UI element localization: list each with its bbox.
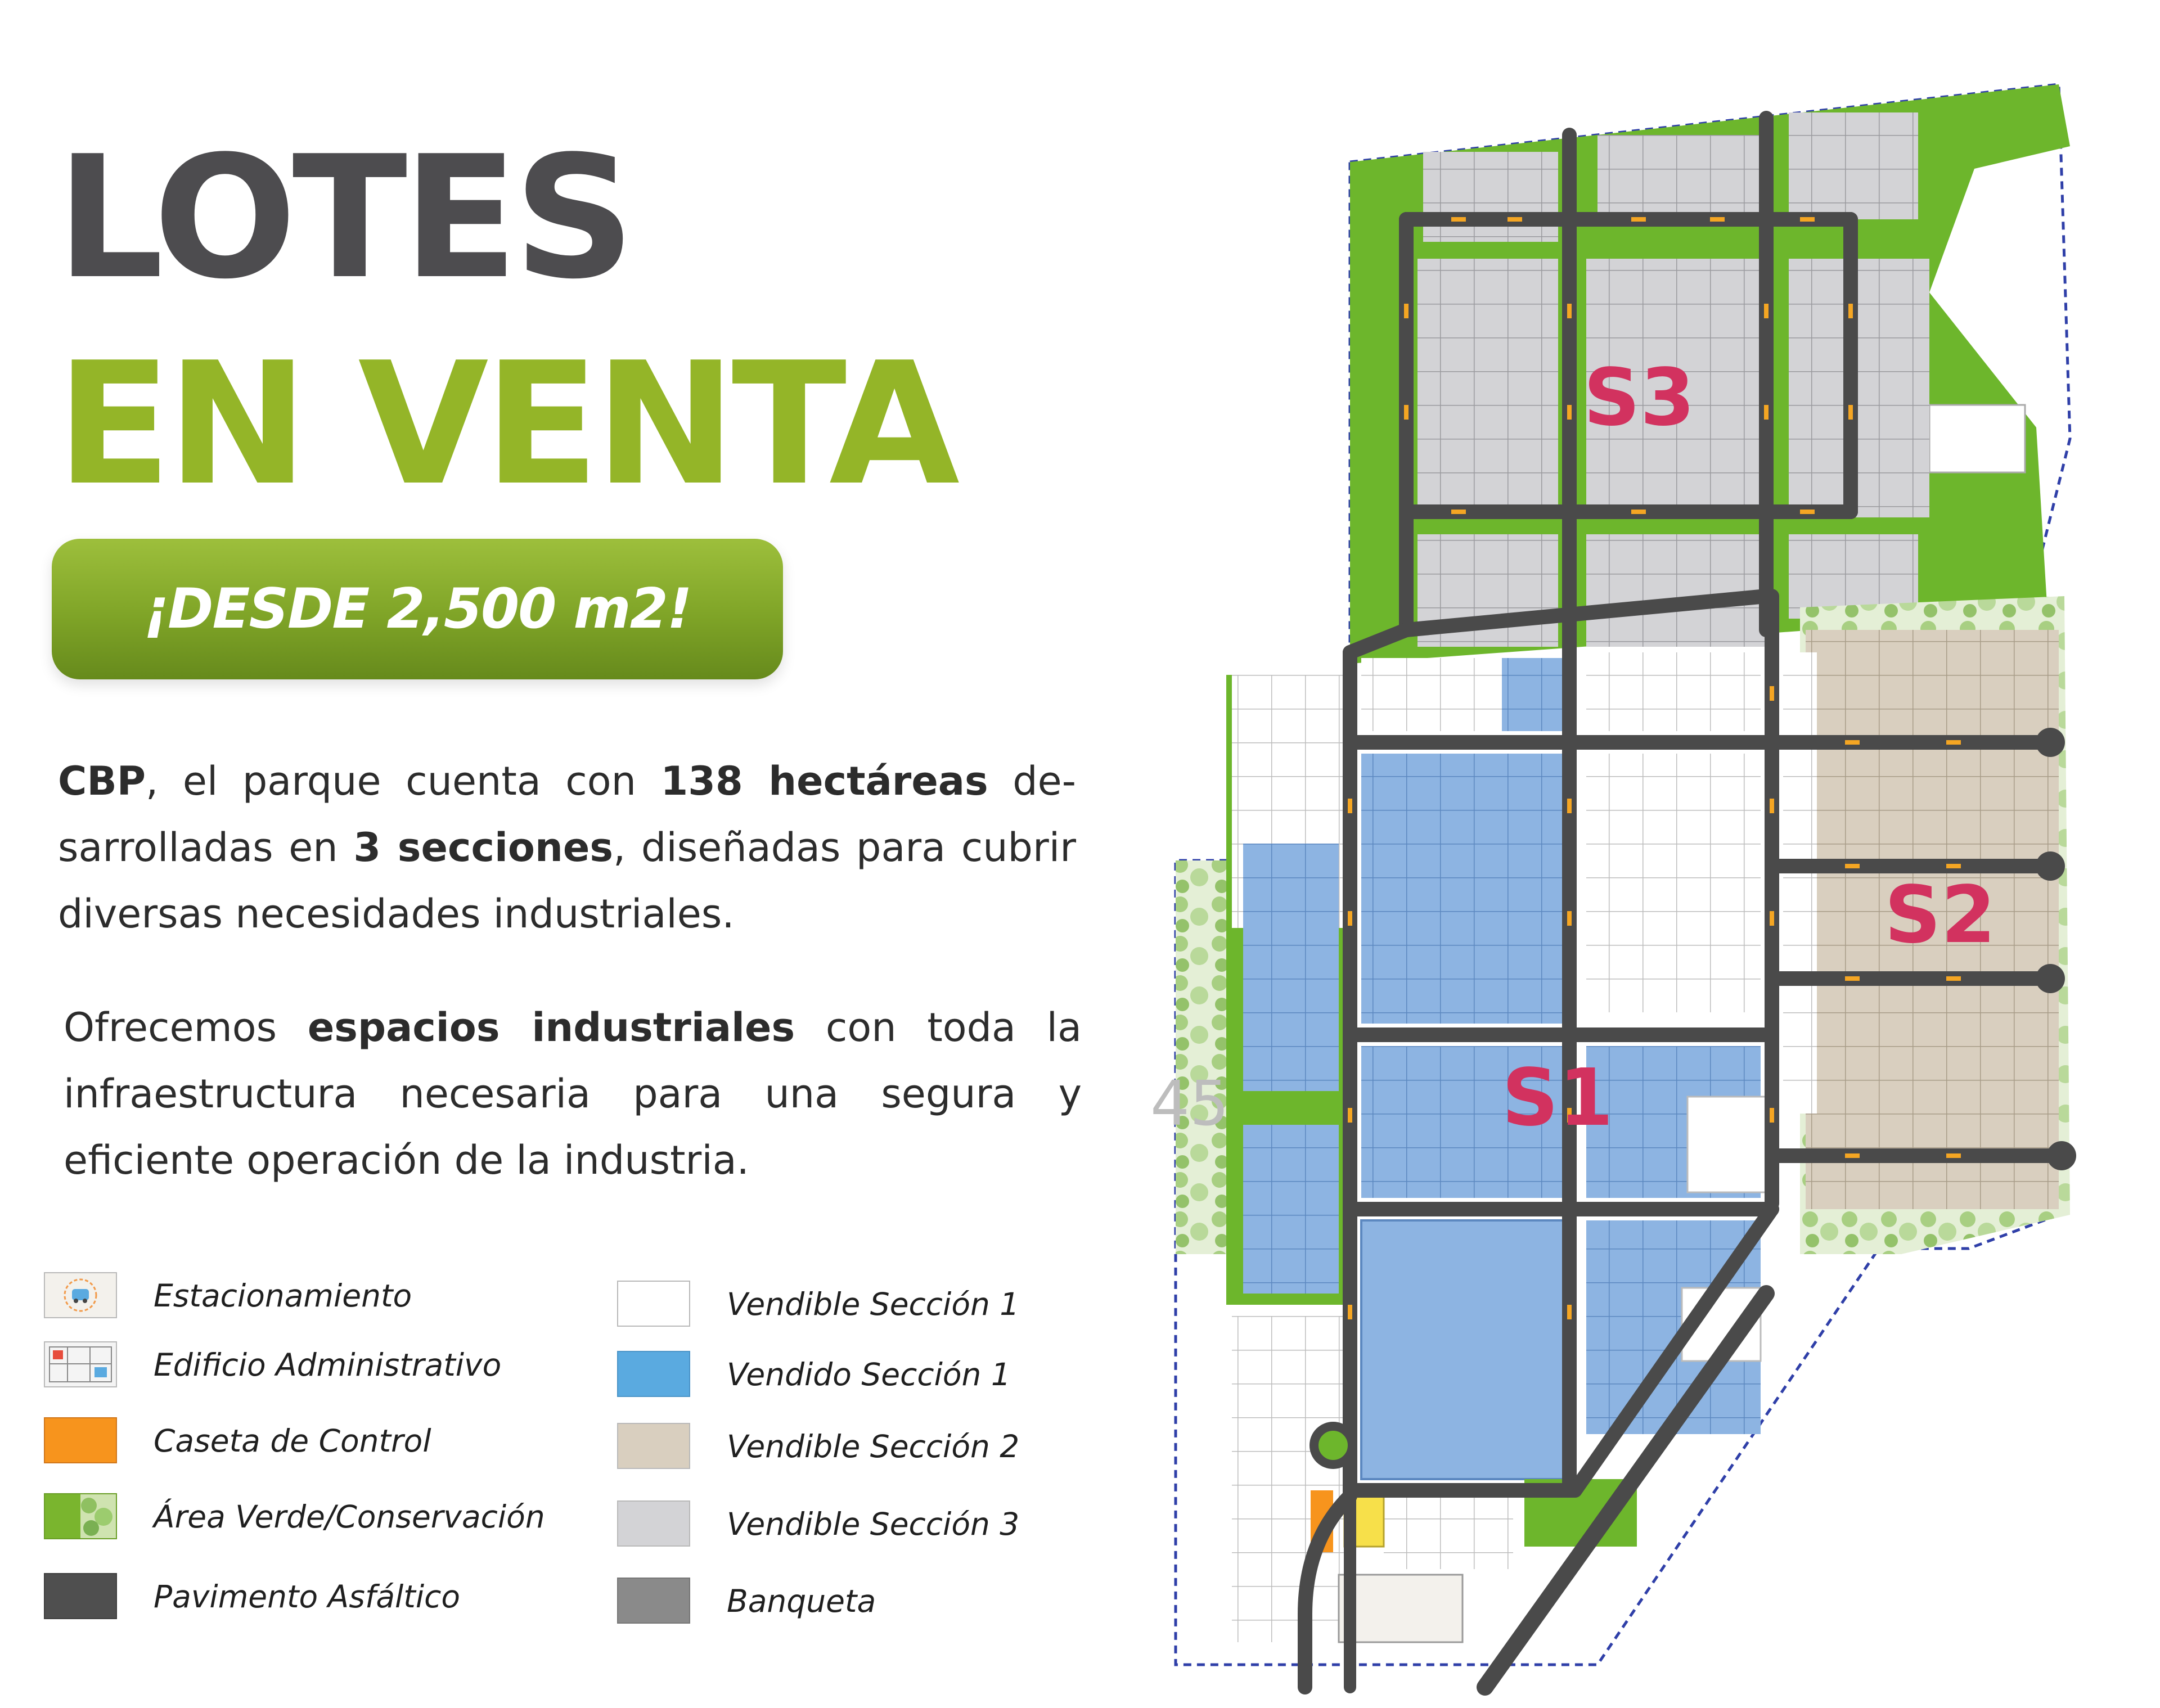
s3-lot-block xyxy=(1789,259,1929,517)
parking-area xyxy=(1339,1575,1462,1642)
s1-lot-block xyxy=(1384,1490,1513,1569)
vendible-s3-swatch xyxy=(617,1500,690,1547)
s1-lot-block xyxy=(1586,754,1761,1012)
infrastructure-paragraph xyxy=(64,994,1082,1193)
legend-label: Vendible Sección 3 xyxy=(727,1506,1020,1542)
legend-label: Estacionamiento xyxy=(154,1278,412,1314)
legend-item-pavimento xyxy=(44,1573,606,1624)
bold-phrase: 138 hectáreas xyxy=(660,758,988,804)
text-run: , el parque cuenta con xyxy=(146,758,661,804)
banqueta-swatch xyxy=(617,1578,690,1624)
legend-label: Caseta de Control xyxy=(154,1423,431,1459)
text-run: de-sarrolladas en xyxy=(58,758,1077,871)
bold-phrase: 3 secciones xyxy=(353,824,613,871)
control-booth-swatch xyxy=(44,1417,117,1463)
s1-lot-block xyxy=(1232,1316,1344,1642)
section-label-s3: S3 xyxy=(1583,352,1695,444)
s1-white-lot xyxy=(1688,1097,1766,1192)
s3-lot-block xyxy=(1789,112,1918,219)
site-plan-map xyxy=(1150,67,2149,1687)
legend-item-estacionamiento xyxy=(44,1272,606,1323)
vendible-s1-swatch xyxy=(617,1281,690,1327)
legend-item-area-verde xyxy=(44,1493,606,1544)
legend-label: Edificio Administrativo xyxy=(154,1347,502,1383)
section-label-s2: S2 xyxy=(1884,869,1996,961)
s3-lot-block xyxy=(1423,152,1558,242)
bold-phrase: espacios industriales xyxy=(307,1004,795,1051)
s3-lot-block xyxy=(1418,259,1558,517)
s1-lot-block xyxy=(1783,652,1817,1114)
legend-label: Área Verde/Conservación xyxy=(154,1499,545,1535)
bold-phrase: CBP xyxy=(58,758,146,804)
s3-lot-block xyxy=(1586,534,1766,647)
s1-lot-block xyxy=(1502,658,1564,731)
legend-item-banqueta xyxy=(617,1578,1123,1628)
s1-tree-strip xyxy=(1176,860,1226,1254)
s1-lot-block xyxy=(1361,754,1564,1024)
s3-building xyxy=(1929,405,2025,472)
legend-item-vendible-s3 xyxy=(617,1500,1123,1551)
s1-large-sold-lot xyxy=(1361,1220,1564,1479)
legend-label: Vendido Sección 1 xyxy=(727,1357,1011,1392)
admin-building-icon xyxy=(44,1341,117,1387)
legend-label: Banqueta xyxy=(727,1583,876,1619)
text-run: , diseñadas para cubrir diversas necesidades industriales. xyxy=(58,824,1076,937)
edge-label: 45 xyxy=(1150,1067,1229,1139)
vendido-s1-swatch xyxy=(617,1351,690,1397)
legend-item-vendido-s1 xyxy=(617,1351,1123,1401)
s1-lot-block xyxy=(1243,844,1339,1091)
text-run: con toda la infraestructura necesaria para una segura y eficiente operación de la industria. xyxy=(64,1004,1082,1183)
s3-lot-block xyxy=(1598,135,1766,225)
legend-label: Vendible Sección 1 xyxy=(727,1286,1020,1322)
legend-item-vendible-s2 xyxy=(617,1423,1123,1473)
asphalt-swatch xyxy=(44,1573,117,1619)
s1-lot-block xyxy=(1586,652,1761,731)
legend-item-edificio-administrativo xyxy=(44,1341,606,1392)
s1-lot-block xyxy=(1243,1125,1339,1294)
legend-label: Vendible Sección 2 xyxy=(727,1428,1020,1464)
price-badge xyxy=(52,539,783,679)
parking-icon xyxy=(44,1272,117,1318)
cul-de-sac xyxy=(2047,1141,2076,1170)
title-line-1: LOTES xyxy=(56,120,631,316)
green-area-icon xyxy=(44,1493,117,1539)
legend-item-caseta-control xyxy=(44,1417,606,1468)
section-label-s1: S1 xyxy=(1502,1052,1614,1144)
cul-de-sac xyxy=(2036,851,2065,881)
price-badge-text: ¡DESDE 2,500 m2! xyxy=(143,577,691,641)
cul-de-sac xyxy=(2036,964,2065,993)
title-line-2: EN VENTA xyxy=(56,326,956,522)
roundabout xyxy=(1314,1426,1352,1464)
text-run: Ofrecemos xyxy=(64,1004,308,1051)
vendible-s2-swatch xyxy=(617,1423,690,1469)
legend-label: Pavimento Asfáltico xyxy=(154,1579,461,1615)
intro-paragraph xyxy=(58,748,1076,947)
legend-item-vendible-s1 xyxy=(617,1281,1123,1331)
cul-de-sac xyxy=(2036,728,2065,757)
